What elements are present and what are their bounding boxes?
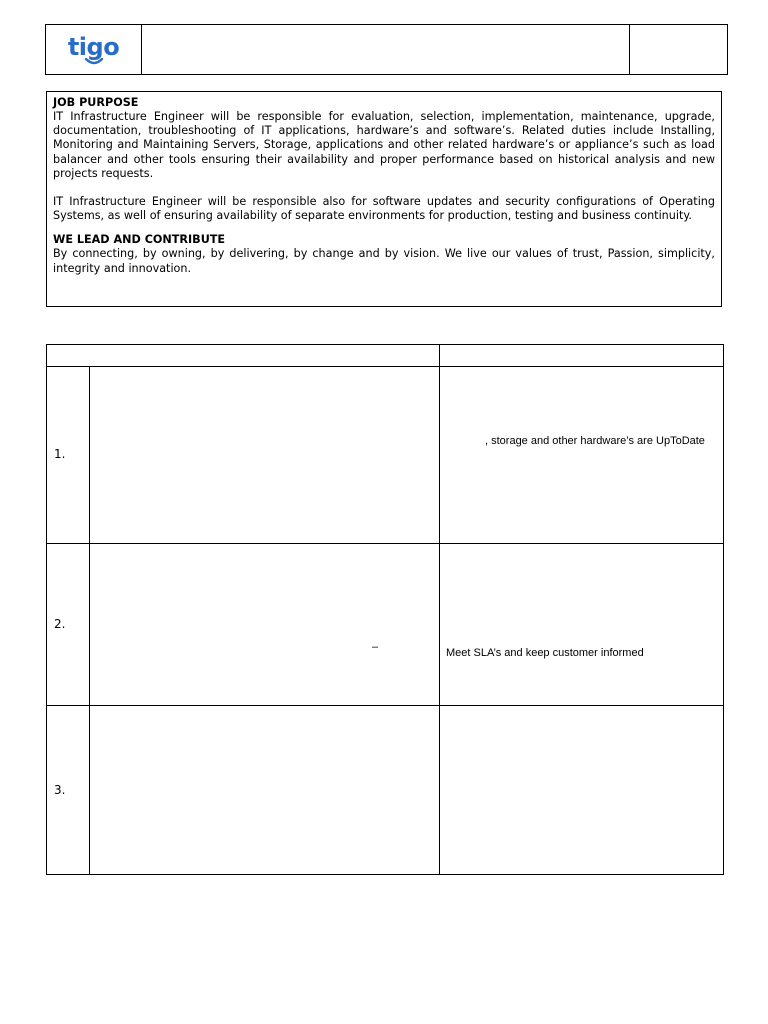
row-number-3: 3. <box>54 783 66 797</box>
number-column-divider <box>89 366 90 874</box>
job-purpose-paragraph-2: IT Infrastructure Engineer will be responsible also for software updates and security configurations of Operating Systems, as well of ensuring availability of separate environments for production, testing and business continuity. <box>53 195 715 223</box>
logo-smile-icon <box>84 58 104 66</box>
row-1-right-text: , storage and other hardware’s are UpToDate <box>485 435 705 447</box>
document-header <box>45 24 728 75</box>
header-right-cell <box>630 25 727 74</box>
row-number-2: 2. <box>54 617 66 631</box>
column-divider <box>439 345 440 874</box>
row-separator-1 <box>47 543 723 544</box>
row-separator-2 <box>47 705 723 706</box>
lead-contribute-paragraph: By connecting, by owning, by delivering, by change and by vision. We live our values of trust, Passion, simplicity, integrity and innovation. <box>53 247 715 275</box>
header-title-cell <box>142 25 630 74</box>
row-2-dash: – <box>372 641 379 653</box>
lead-contribute-title: WE LEAD AND CONTRIBUTE <box>53 233 226 247</box>
logo-cell <box>46 25 142 74</box>
row-number-1: 1. <box>54 447 66 461</box>
job-purpose-title: JOB PURPOSE <box>53 96 139 109</box>
table-header-row <box>47 345 723 367</box>
responsibilities-table <box>46 344 724 875</box>
job-purpose-paragraph-1: IT Infrastructure Engineer will be responsible for evaluation, selection, implementation, maintenance, upgrade, documentation, troubleshooting of IT applications, hardware’s and software’s. Related duties include Installing, Monitoring and Maintaining Servers, Storage, applications and other related hardware’s or appliance’s such as load balancer and other tools ensuring their availability and proper performance based on historical analysis and new projects requests. <box>53 110 715 180</box>
job-purpose-section <box>46 91 722 307</box>
tigo-logo: tigo <box>67 32 120 61</box>
row-2-right-text: Meet SLA’s and keep customer informed <box>446 647 644 659</box>
